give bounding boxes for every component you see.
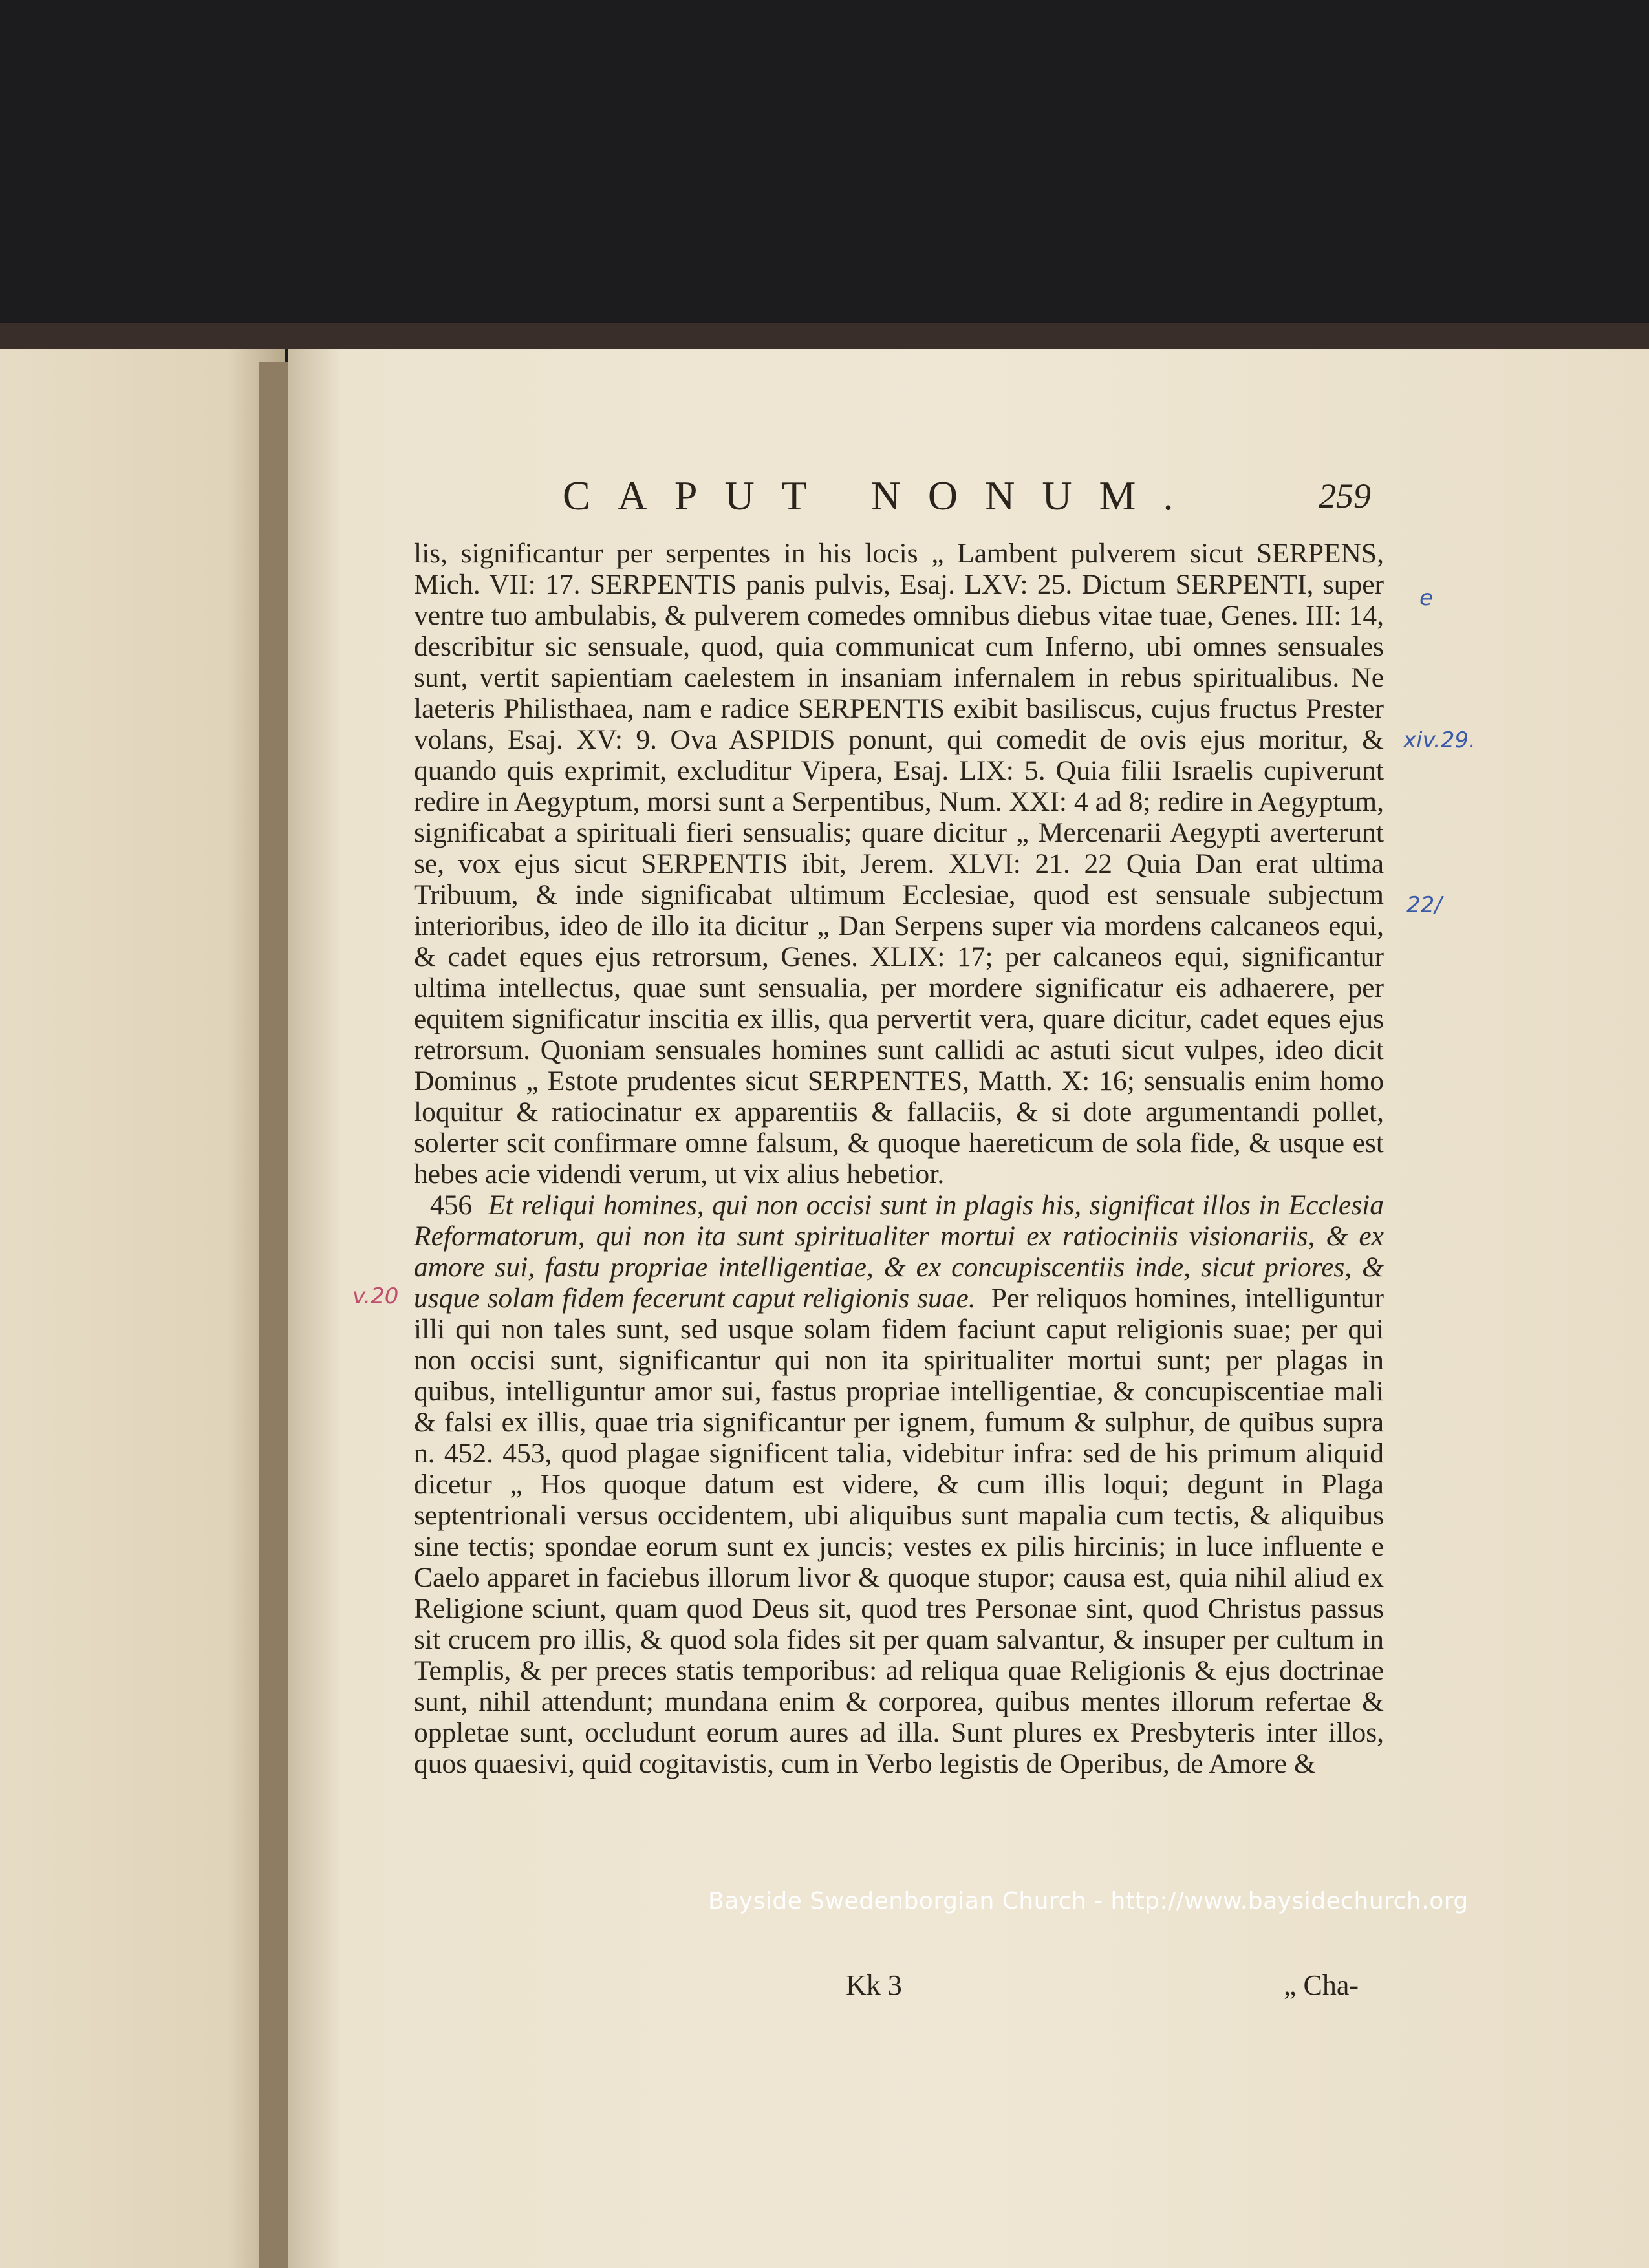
paragraph-heading: Et reliqui homines, qui non occisi sunt in plagis his, significat illos in Ecclesia Reformatorum, qui non ita sunt spiritualiter mortui ex ratiociniis visionariis, & ex amore sui, fastu propriae intelligentiae, & ex concupiscentiis inde, sicut priores, & usque solam fidem fecerunt caput religionis suae.	[414, 1190, 1384, 1314]
credit-caption: Bayside Swedenborgian Church - http://www.baysidechurch.org	[708, 1888, 1469, 1914]
main-text-column	[414, 538, 1384, 1779]
catchword: „ Cha-	[1284, 1969, 1359, 2001]
margin-note: xiv.29.	[1403, 727, 1476, 753]
left-page	[0, 349, 285, 2268]
book-cover-edge	[0, 323, 1649, 349]
margin-note: v.20	[352, 1283, 399, 1309]
margin-note: 22/	[1406, 892, 1442, 918]
gutter	[259, 362, 291, 2268]
paragraph-number: 456	[429, 1190, 473, 1221]
running-head: CAPUT NONUM.	[563, 473, 1201, 519]
paragraph-continued: lis, significantur per serpentes in his locis „ Lambent pulverem sicut SERPENS, Mich. VII: 17. SERPENTIS panis pulvis, Esaj. LXV: 25. Dictum SERPENTI, super ventre tuo ambulabis, & pulverem comedes omnibus diebus vitae tuae, Genes. III: 14, describitur sic sensuale, quod, quia communicat cum Inferno, ubi omnes sensuales sunt, vertit sapientiam caelestem in insaniam infernalem in rebus spiritualibus. Ne laeteris Philisthaea, nam e radice SERPENTIS exibit basiliscus, cujus fructus Prester volans, Esaj. XV: 9. Ova ASPIDIS ponunt, qui comedit de ovis ejus moritur, & quando quis exprimit, excluditur Vipera, Esaj. LIX: 5. Quia filii Israelis cupiverunt redire in Aegyptum, morsi sunt a Serpentibus, Num. XXI: 4 ad 8; redire in Aegyptum, significabat a spirituali fieri sensualis; quare dicitur „ Mercenarii Aegypti averterunt se, vox ejus sicut SERPENTIS ibit, Jerem. XLVI: 21. 22 Quia Dan erat ultima Tribuum, & inde significabat ultimum Ecclesiae, quod est sensuale subjectum interioribus, ideo de illo ita dicitur „ Dan Serpens super via mordens calcaneos equi, & cadet eques ejus retrorsum, Genes. XLIX: 17; per calcaneos equi, significantur ultima intellectus, quae sunt sensualia, per mordere significatur eis adhaerere, per equitem significatur inscitia ex illis, qua pervertit vera, quare dicitur, cadet eques ejus retrorsum. Quoniam sensuales homines sunt callidi ac astuti sicut vulpes, ideo dicit Dominus „ Estote prudentes sicut SERPENTES, Matth. X: 16; sensualis enim homo loquitur & ratiocinatur ex apparentiis & fallaciis, & si dote argumentandi pollet, solerter scit confirmare omne falsum, & quoque haereticum de sola fide, & usque est hebes acie videndi verum, ut vix alius hebetior.	[414, 538, 1384, 1190]
paragraph-456	[414, 1190, 1384, 1779]
page-header	[414, 472, 1384, 530]
margin-note: e	[1419, 585, 1433, 611]
paragraph-body: Per reliquos homines, intelliguntur illi qui non tales sunt, sed usque solam fidem faciunt caput religionis suae; per qui non occisi sunt, significantur qui non ita spiritualiter mortui sunt; per plagas in quibus, intelliguntur amor sui, fastus propriae intelligentiae, & concupiscentiae mali & falsi ex illis, quae tria significantur per ignem, fumum & sulphur, de quibus supra n. 452. 453, quod plagae significent talia, videbitur infra: sed de his primum aliquid dicetur „ Hos quoque datum est videre, & cum illis loqui; degunt in Plaga septentrionali versus occidentem, ubi aliquibus sunt mapalia cum tectis, & aliquibus sine tectis; spondae eorum sunt ex juncis; vestes ex pilis hircinis; in luce influente e Caelo apparet in faciebus illorum livor & quoque stupor; causa est, quia nihil aliud ex Religione sciunt, quam quod Deus sit, quod tres Personae sint, quod Christus passus sit crucem pro illis, & quod sola fides sit per quam salvantur, & insuper per cultum in Templis, & per preces statis temporibus: ad reliqua quae Religionis & ejus doctrinae sunt, nihil attendunt; mundana enim & corporea, quibus mentes illorum refertae & oppletae sunt, occludunt eorum aures ad illa. Sunt plures ex Presbyteris inter illos, quos quaesivi, quid cogitavistis, cum in Verbo legistis de Operibus, de Amore &	[414, 1283, 1385, 1779]
signature-mark: Kk 3	[846, 1969, 902, 2001]
page-number: 259	[1319, 476, 1371, 515]
